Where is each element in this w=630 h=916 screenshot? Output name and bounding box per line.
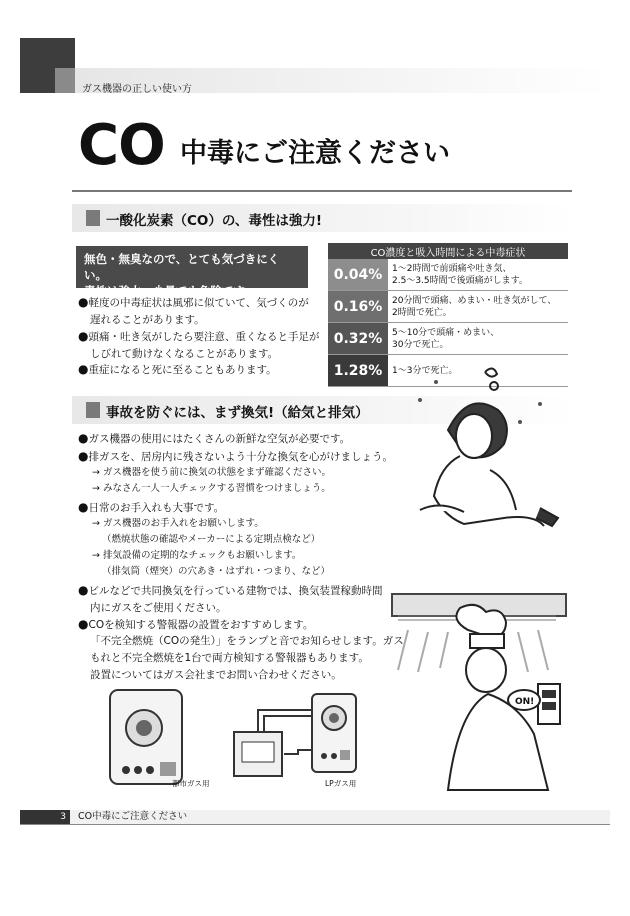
pct-cell: 0.04% [328,259,388,291]
bullet-text: 軽度の中毒症状は風邪に似ていて、気づくのが [88,297,309,309]
callout-line1: 無色・無臭なので、とても気づきにくい。 [84,252,280,282]
desc-cell: 5～10分で頭痛・めまい、 30分で死亡。 [388,323,568,355]
paragraph: 「不完全燃焼（COの発生）」をランプと音でお知らせします。ガス もれと不完全燃焼を1台で両方検知する警報器もあります。 設置についてはガス会社までお問い合わせください。 [90,635,404,681]
callout-line2: 毒性は強力、少量でも危険です。 [84,284,256,298]
page-number: 3 [20,810,70,824]
bullet-text: 日常のお手入れも大事です。 [88,502,225,514]
bullet-item: ●ビルなどで共同換気を行っている建物では、換気装置稼動時間 内にガスをご使用ください。 [78,583,383,614]
table-row [328,291,568,323]
sub-item: → 排気設備の定期的なチェックもお願いします。 [92,550,302,561]
bullet-text: 遅れることがあります。 [90,314,205,326]
sub-item: （排気筒（煙突）の穴あき・はずれ・つまり、など） [102,566,331,577]
bullet-item: ●頭痛・吐き気がしたら要注意、重くなると手足が しびれて動けなくなることがあります。 [78,329,320,360]
warning-callout [76,246,308,298]
footer-title: CO中毒にご注意ください [78,811,188,822]
bullet-item: ●COを検知する警報器の設置をおすすめします。 [78,617,314,631]
sub-item: → みなさん一人一人チェックする習慣をつけましょう。 [92,483,331,494]
title-rule [72,190,572,192]
desc-cell: 20分間で頭痛、めまい・吐き気がして、 2時間で死亡。 [388,291,568,323]
section1-heading [72,204,572,232]
sub-item: → ガス機器のお手入れをお願いします。 [92,518,264,529]
footer-rule [20,824,610,825]
heading-square-icon [86,402,100,418]
bullet-text: 頭痛・吐き気がしたら要注意、重くなると手足が [88,331,320,343]
bullet-item: ●排ガスを、居房内に残さないよう十分な換気を心がけましょう。 [78,449,393,463]
table-row [328,259,568,291]
desc-cell: 1～3分で死亡。 [388,355,568,387]
bullet-text: しびれて動けなくなることがあります。 [90,348,279,360]
chef-vent-illustration [388,590,568,795]
section2-heading-text: 事故を防ぐには、まず換気!（給気と排気） [106,405,369,421]
bullet-text: COを検知する警報器の設置をおすすめします。 [88,619,314,631]
table-header: CO濃度と吸入時間による中毒症状 [328,243,568,259]
bullet-item: ●日常のお手入れも大事です。 [78,500,225,514]
bullet-text: ビルなどで共同換気を行っている建物では、換気装置稼動時間 [88,585,383,597]
lp-gas-alarm-icon [228,690,368,785]
section1-heading-text: 一酸化炭素（CO）の、毒性は強力! [106,213,323,229]
page-title-co: CO [78,113,165,178]
sick-person-illustration [400,360,580,540]
desc-cell: 1～2時間で前頭痛や吐き気、 2.5～3.5時間で後頭痛がします。 [388,259,568,291]
pct-cell: 0.16% [328,291,388,323]
pct-cell: 1.28% [328,355,388,387]
pct-cell: 0.32% [328,323,388,355]
page-title-rest: 中毒にご注意ください [180,138,450,169]
header-mark-inner [55,68,75,93]
section-label: ガス機器の正しい使い方 [82,84,192,95]
sub-item: （燃焼状態の確認やメーカーによる定期点検など） [102,534,321,545]
bullet-item: ●重症になると死に至ることもあります。 [78,362,277,376]
bullet-item: ●軽度の中毒症状は風邪に似ていて、気づくのが 遅れることがあります。 [78,295,309,326]
bullet-text: 排ガスを、居房内に残さないよう十分な換気を心がけましょう。 [88,451,393,463]
on-bubble-text: ON! [515,697,535,707]
bullet-text: 重症になると死に至ることもあります。 [88,364,277,376]
city-gas-alarm-icon [108,688,184,786]
table-row [328,323,568,355]
bullet-text: ガス機器の使用にはたくさんの新鮮な空気が必要です。 [88,433,351,445]
bullet-text: 内にガスをご使用ください。 [90,602,227,614]
bullet-item: ●ガス機器の使用にはたくさんの新鮮な空気が必要です。 [78,431,351,445]
lp-gas-label: LPガス用 [325,779,357,788]
city-gas-label: 都市ガス用 [172,779,210,788]
heading-square-icon [86,210,100,226]
sub-item: → ガス機器を使う前に換気の状態をまず確認ください。 [92,467,331,478]
